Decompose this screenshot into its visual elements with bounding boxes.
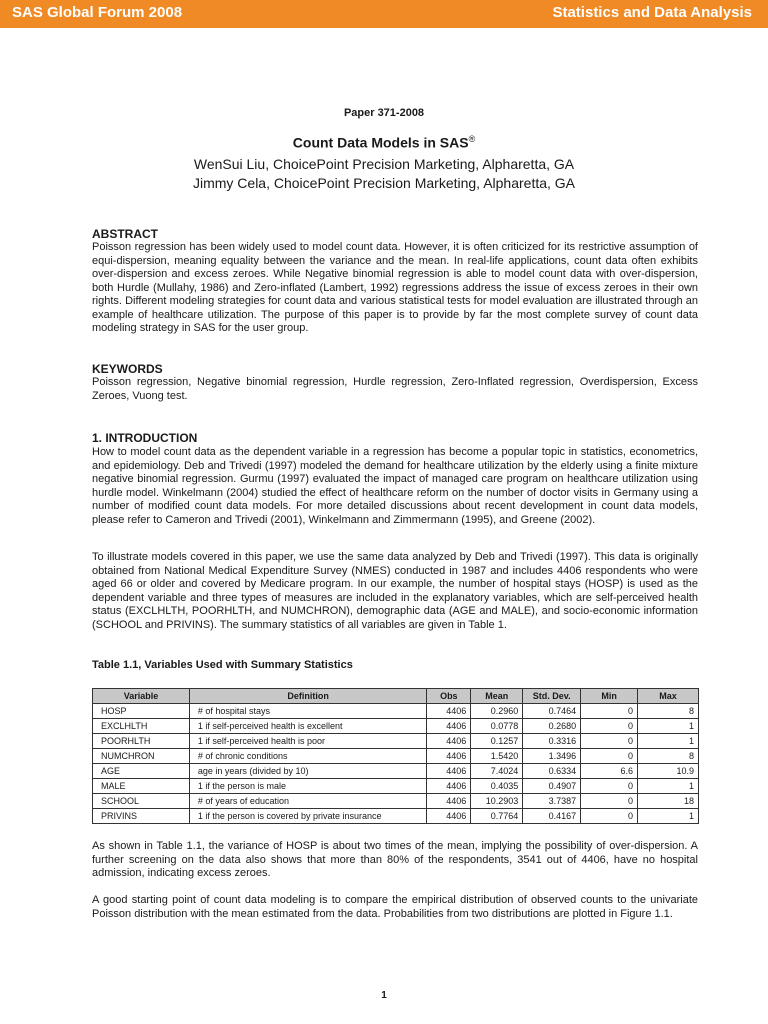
table-cell: 0.6334 [523, 764, 581, 779]
author-1: WenSui Liu, ChoicePoint Precision Marketing, Alpharetta, GA [193, 156, 575, 172]
table-cell: 4406 [427, 734, 471, 749]
table-cell: 4406 [427, 794, 471, 809]
table-cell: 1 if the person is covered by private insurance [189, 809, 426, 824]
discussion-paragraph-2: A good starting point of count data modeling is to compare the empirical distribution of observed counts to the univariate Poisson distribution with the mean estimated from the data. Probabilities from two distributions are plotted in Figure 1.1. [92, 894, 698, 920]
table-cell: 0 [581, 719, 638, 734]
table-cell: # of years of education [189, 794, 426, 809]
table-cell: SCHOOL [93, 794, 190, 809]
table-row [93, 719, 699, 734]
table-cell: 0.0778 [471, 719, 523, 734]
table-header-row [93, 689, 699, 704]
page-number: 1 [381, 990, 387, 1001]
introduction-paragraph-1: How to model count data as the dependent variable in a regression has become a popular topic in statistics, econometrics, and epidemiology. Deb and Trivedi (1997) modeled the demand for healthcare utilization by the elderly using a finite mixture negative binomial regression. Gurmu (1997) evaluated the impact of managed care program on healthcare utilization using hurdle model. Winkelmann (2004) studied the effect of healthcare reform on the number of doctor visits in Germany using a number of modified count data models. For more detailed discussions about recent development in count data models, please refer to Cameron and Trivedi (2001), Winkelmann and Zimmermann (1995), and Greene (2002). [92, 446, 698, 526]
table-cell: 0.3316 [523, 734, 581, 749]
title-text: Count Data Models in SAS [292, 134, 469, 151]
table-cell: 4406 [427, 764, 471, 779]
table-cell: 4406 [427, 704, 471, 719]
table-cell: MALE [93, 779, 190, 794]
table-cell: HOSP [93, 704, 190, 719]
table-row [93, 779, 699, 794]
table-cell: # of hospital stays [189, 704, 426, 719]
table-cell: 0.2960 [471, 704, 523, 719]
abstract-heading: ABSTRACT [92, 227, 158, 241]
table-cell: age in years (divided by 10) [189, 764, 426, 779]
section-name: Statistics and Data Analysis [552, 4, 752, 21]
table-cell: 4406 [427, 779, 471, 794]
table-title: Table 1.1, Variables Used with Summary Statistics [92, 659, 353, 671]
table-cell: 4406 [427, 719, 471, 734]
keywords-heading: KEYWORDS [92, 362, 163, 376]
table-cell: 0 [581, 734, 638, 749]
table-cell: 0.2680 [523, 719, 581, 734]
table-cell: 1 [638, 719, 699, 734]
table-cell: 7.4024 [471, 764, 523, 779]
table-cell: 4406 [427, 809, 471, 824]
paper-title [0, 134, 768, 151]
column-header: Definition [189, 689, 426, 704]
table-cell: 0.4035 [471, 779, 523, 794]
discussion-paragraph-1: As shown in Table 1.1, the variance of HOSP is about two times of the mean, implying the possibility of over-dispersion. A further screening on the data also shows that more than 80% of the respondents, 3541 out of 4406, have no hospital admission, indicating excess zeroes. [92, 840, 698, 879]
introduction-paragraph-2: To illustrate models covered in this paper, we use the same data analyzed by Deb and Trivedi (1997). This data is originally obtained from National Medical Expenditure Survey (NMES) conducted in 1987 and includes 4406 respondents who were aged 66 or older and covered by Medicare program. In our example, the number of hospital stays (HOSP) is used as the dependent variable and three types of measures are included in the explanatory variables, which are self-perceived health status (EXCLHLTH, POORHLTH, and NUMCHRON), demographic data (AGE and MALE), and socio-economic information (SCHOOL and PRIVINS). The summary statistics of all variables are given in Table 1. [92, 551, 698, 631]
table-row [93, 809, 699, 824]
column-header: Obs [427, 689, 471, 704]
table-cell: PRIVINS [93, 809, 190, 824]
table-cell: 1 [638, 809, 699, 824]
table-row [93, 704, 699, 719]
table-cell: POORHLTH [93, 734, 190, 749]
column-header: Min [581, 689, 638, 704]
table-cell: EXCLHLTH [93, 719, 190, 734]
table-cell: 1.5420 [471, 749, 523, 764]
table-cell: 0 [581, 794, 638, 809]
paper-number: Paper 371-2008 [343, 107, 425, 119]
table-cell: 1 if the person is male [189, 779, 426, 794]
table-cell: 8 [638, 749, 699, 764]
table-cell: 0.4167 [523, 809, 581, 824]
table-cell: 1.3496 [523, 749, 581, 764]
table-cell: 1 [638, 779, 699, 794]
table-cell: 0.1257 [471, 734, 523, 749]
table-cell: 0 [581, 704, 638, 719]
conference-name: SAS Global Forum 2008 [12, 4, 183, 21]
table-cell: 8 [638, 704, 699, 719]
table-row [93, 764, 699, 779]
table-cell: 10.9 [638, 764, 699, 779]
table-cell: 0 [581, 779, 638, 794]
table-cell: 4406 [427, 749, 471, 764]
table-row [93, 749, 699, 764]
table-cell: 3.7387 [523, 794, 581, 809]
table-cell: 1 if self-perceived health is poor [189, 734, 426, 749]
column-header: Mean [471, 689, 523, 704]
column-header: Std. Dev. [523, 689, 581, 704]
table-cell: 0 [581, 809, 638, 824]
keywords-text: Poisson regression, Negative binomial regression, Hurdle regression, Zero-Inflated regression, Overdispersion, Excess Zeroes, Vuong test. [92, 376, 698, 402]
table-cell: # of chronic conditions [189, 749, 426, 764]
table-row [93, 794, 699, 809]
table-cell: 0.7764 [471, 809, 523, 824]
table-cell: 6.6 [581, 764, 638, 779]
table-cell: 10.2903 [471, 794, 523, 809]
author-2: Jimmy Cela, ChoicePoint Precision Marketing, Alpharetta, GA [192, 175, 576, 191]
table-cell: 0 [581, 749, 638, 764]
table-cell: 0.4907 [523, 779, 581, 794]
header-banner [0, 0, 768, 28]
table-cell: 1 [638, 734, 699, 749]
registered-mark: ® [468, 134, 476, 144]
abstract-text: Poisson regression has been widely used to model count data. However, it is often criticized for its restrictive assumption of equi-dispersion, meaning equality between the variance and the mean. In real-life applications, count data often exhibits over-dispersion and excess zeroes. While Negative binomial regression is able to model count data with over-dispersion, both Hurdle (Mullahy, 1986) and Zero-inflated (Lambert, 1992) regressions address the issue of excess zeroes in their own rights. Different modeling strategies for count data and various statistical tests for model evaluation are illustrated through an example of healthcare utilization. The purpose of this paper is to provide by far the most complete survey of count data modeling strategy in SAS for the user group. [92, 241, 698, 334]
table-cell: 1 if self-perceived health is excellent [189, 719, 426, 734]
table-cell: 0.7464 [523, 704, 581, 719]
table-cell: 18 [638, 794, 699, 809]
table-cell: AGE [93, 764, 190, 779]
summary-statistics-table [92, 688, 699, 824]
column-header: Max [638, 689, 699, 704]
table-cell: NUMCHRON [93, 749, 190, 764]
column-header: Variable [93, 689, 190, 704]
introduction-heading: 1. INTRODUCTION [92, 431, 198, 445]
table-row [93, 734, 699, 749]
